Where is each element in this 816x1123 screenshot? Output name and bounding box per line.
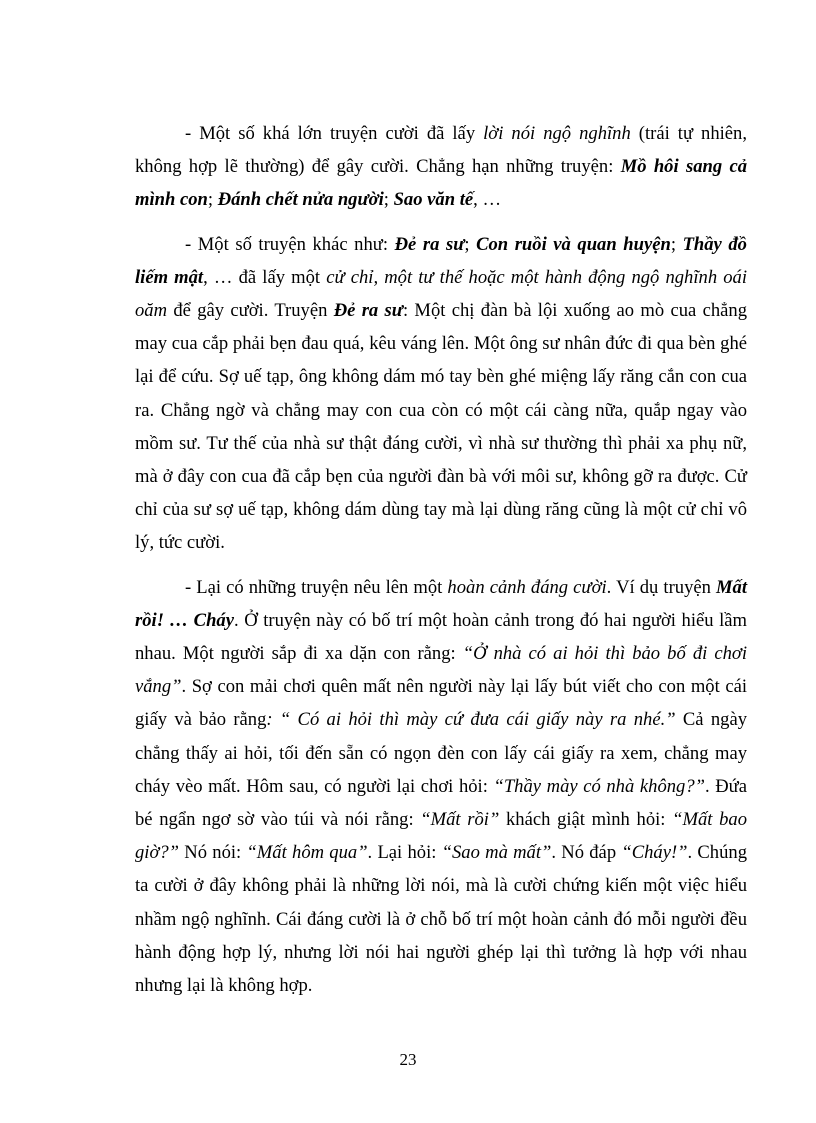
italic-phrase: : “ Có ai hỏi thì mày cứ đưa cái giấy này ra nhé.” <box>266 709 676 731</box>
text-run: . Nó đáp <box>551 842 622 864</box>
text-run: ; <box>464 233 477 255</box>
italic-phrase: “Mất hôm qua” <box>246 842 368 864</box>
italic-phrase: cử chỉ, một tư thế hoặc một hành động ngộ nghĩnh oái oăm <box>135 266 748 322</box>
text-run: ; <box>207 189 218 211</box>
text-run: , … <box>473 189 502 211</box>
text-run: . Sợ con mải chơi quên mất nên người này lại lấy bút viết cho con một cái giấy và bảo rằng <box>135 676 747 731</box>
paragraph-loi-noi <box>135 117 747 217</box>
text-run: ; <box>383 189 394 211</box>
story-title: Sao văn tế <box>393 189 474 211</box>
italic-phrase: hoàn cảnh đáng cười <box>447 576 607 598</box>
text-run: - Lại có những truyện nêu lên một <box>185 576 448 598</box>
italic-phrase: “Mất bao giờ?” <box>135 809 748 864</box>
story-title: Mồ hôi sang cả mình con <box>135 156 747 211</box>
paragraph-hoan-canh <box>135 571 747 1003</box>
story-title: Đẻ ra sư <box>333 300 403 322</box>
text-run: - Một số truyện khác như: <box>185 233 395 255</box>
paragraph-cu-chi <box>135 228 747 560</box>
text-run: , … đã lấy một <box>203 266 327 288</box>
text-run: Cả ngày chẳng thấy ai hỏi, tối đến sẵn có ngọn đèn con lấy cái giấy ra xem, chẳng may cháy vèo mất. Hôm sau, có người lại chơi hỏi: <box>135 709 747 797</box>
page-number: 23 <box>399 1050 417 1069</box>
text-run: : Một chị đàn bà lội xuống ao mò cua chẳng may cua cắp phải bẹn đau quá, kêu váng lên. Một ông sư nhân đức đi qua bèn ghé lại để cứu. Sợ uế tạp, ông không dám mó tay bèn ghé miệng lấy răng cắn con cua ra. Chẳng ngờ và chẳng may con cua còn có một cái càng nữa, quắp ngay vào mồm sư. Tư thế của nhà sư thật đáng cười, vì nhà sư thường thì phải xa phụ nữ, mà ở đây con cua đã cắp bẹn của người đàn bà với môi sư, không gỡ ra được. Cử chỉ của sư sợ uế tạp, không dám dùng tay mà lại dùng răng cũng là một cử chỉ vô lý, tức cười. <box>135 300 747 554</box>
italic-phrase: “Mất rồi” <box>420 809 500 831</box>
story-title: Con ruồi và quan huyện <box>476 233 671 255</box>
text-run: (trái tự nhiên, không hợp lẽ thường) để gây cười. Chẳng hạn những truyện: <box>135 123 747 178</box>
text-run: Nó nói: <box>179 842 247 864</box>
text-run: . Đứa bé ngẩn ngơ sờ vào túi và nói rằng: <box>135 775 747 831</box>
text-run: . Ở truyện này có bố trí một hoàn cảnh trong đó hai người hiểu lầm nhau. Một người sắp đi xa dặn con rằng: <box>135 609 748 665</box>
text-run: . Ví dụ truyện <box>606 576 716 598</box>
document-body <box>135 117 747 1002</box>
text-run: để gây cười. Truyện <box>167 300 334 322</box>
text-run: . Lại hỏi: <box>367 842 442 864</box>
story-title: Mất rồi! … Cháy <box>135 576 747 631</box>
story-title: Đẻ ra sư <box>394 233 465 255</box>
italic-phrase: lời nói ngộ nghĩnh <box>483 123 631 144</box>
story-title: Đánh chết nửa người <box>217 189 384 211</box>
story-title: Thầy đồ liếm mật <box>135 233 747 288</box>
italic-phrase: “Ở nhà có ai hỏi thì bảo bố đi chơi vắng” <box>135 643 747 698</box>
text-run: . Chúng ta cười ở đây không phải là những lời nói, mà là cười chứng kiến một việc hiểu nhầm ngộ nghĩnh. Cái đáng cười là ở chỗ bố trí một hoàn cảnh đó mỗi người đều hành động hợp lý, nhưng lời nói hai người ghép lại thì tưởng là hợp với nhau nhưng lại là không hợp. <box>135 842 747 997</box>
text-run: khách giật mình hỏi: <box>499 809 673 831</box>
text-run: - Một số khá lớn truyện cười đã lấy <box>185 123 484 144</box>
italic-phrase: “Thầy mày có nhà không?” <box>493 775 705 797</box>
italic-phrase: “Sao mà mất” <box>441 842 552 864</box>
italic-phrase: “Cháy!” <box>621 842 688 864</box>
text-run: ; <box>670 233 683 255</box>
